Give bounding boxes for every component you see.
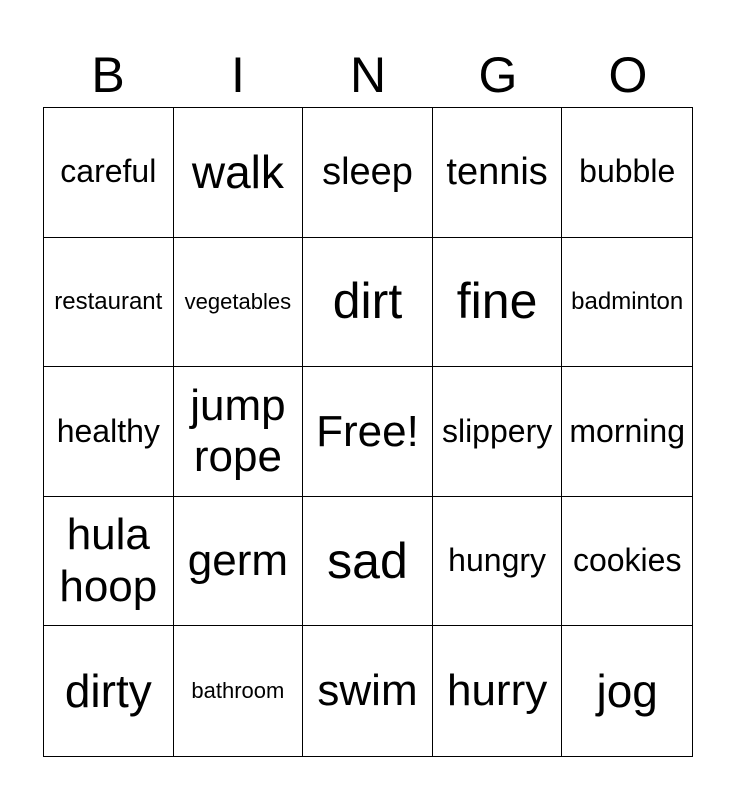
cell-text: hula hoop <box>59 510 158 612</box>
bingo-cell[interactable] <box>433 367 563 497</box>
bingo-cell[interactable] <box>44 238 174 368</box>
bingo-header <box>43 44 693 106</box>
cell-text: sad <box>327 532 408 589</box>
bingo-cell[interactable] <box>44 108 174 238</box>
bingo-cell[interactable] <box>44 626 174 756</box>
bingo-cell[interactable] <box>562 108 692 238</box>
bingo-cell[interactable] <box>433 626 563 756</box>
cell-text: restaurant <box>54 287 163 315</box>
cell-text: germ <box>187 536 289 586</box>
bingo-cell[interactable] <box>174 238 304 368</box>
bingo-cell[interactable] <box>562 367 692 497</box>
cell-text: careful <box>60 153 157 190</box>
cell-text: swim <box>317 666 418 716</box>
header-letter-o: O <box>608 47 648 103</box>
cell-text: cookies <box>572 542 682 579</box>
bingo-cell[interactable] <box>433 108 563 238</box>
cell-text: badminton <box>571 287 684 315</box>
cell-text: jump rope <box>190 380 286 482</box>
bingo-cell[interactable] <box>562 497 692 627</box>
cell-text: tennis <box>446 150 548 193</box>
cell-text: sleep <box>322 150 413 193</box>
bingo-cell[interactable] <box>303 626 433 756</box>
cell-text: fine <box>456 273 538 330</box>
bingo-cell[interactable] <box>303 238 433 368</box>
header-letter-g: G <box>478 47 518 103</box>
cell-text: slippery <box>441 412 553 449</box>
cell-text: dirty <box>64 665 152 718</box>
bingo-cell[interactable] <box>433 497 563 627</box>
cell-text: walk <box>191 146 284 199</box>
cell-text: hurry <box>446 666 548 716</box>
bingo-cell[interactable] <box>174 108 304 238</box>
bingo-cell[interactable] <box>44 497 174 627</box>
bingo-cell[interactable] <box>44 367 174 497</box>
bingo-cell[interactable] <box>303 108 433 238</box>
header-letter-b: B <box>91 47 125 103</box>
bingo-cell[interactable] <box>433 238 563 368</box>
cell-text: dirt <box>332 273 403 330</box>
header-letter-n: N <box>349 47 387 103</box>
bingo-cell[interactable] <box>562 626 692 756</box>
cell-text: vegetables <box>184 288 292 314</box>
bingo-cell[interactable] <box>174 367 304 497</box>
cell-text: bathroom <box>191 678 285 704</box>
cell-text: morning <box>569 412 685 449</box>
free-space-label: Free! <box>316 406 419 456</box>
header-letter-i: I <box>231 47 245 103</box>
cell-text: bubble <box>579 153 676 190</box>
bingo-cell[interactable] <box>174 626 304 756</box>
cell-text: jog <box>596 665 658 718</box>
cell-text: healthy <box>56 412 160 449</box>
free-space-cell[interactable] <box>303 367 433 497</box>
bingo-cell[interactable] <box>562 238 692 368</box>
bingo-cell[interactable] <box>303 497 433 627</box>
cell-text: hungry <box>448 542 547 579</box>
bingo-board <box>43 107 693 757</box>
bingo-cell[interactable] <box>174 497 304 627</box>
